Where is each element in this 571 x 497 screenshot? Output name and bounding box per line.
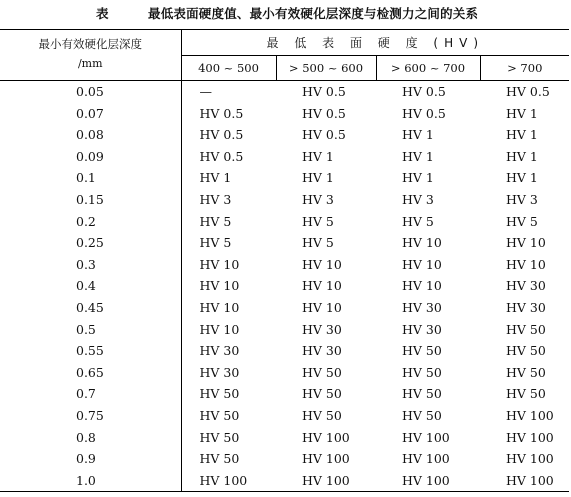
table-row (0, 211, 569, 233)
hardness-cell: HV 0.5 (199, 148, 244, 164)
hardness-cell: HV 10 (302, 256, 342, 272)
table-row (0, 81, 569, 103)
hardness-cell: HV 50 (402, 364, 442, 380)
depth-cell: 0.8 (0, 427, 181, 449)
caption-title: 最低表面硬度值、最小有效硬化层深度与检测力之间的关系 (148, 6, 479, 21)
hardness-cell: HV 1 (506, 105, 538, 121)
hardness-cell: HV 0.5 (302, 105, 346, 121)
hardness-cell: HV 1 (402, 170, 434, 186)
hardness-cell: HV 1 (506, 148, 538, 164)
range-header: > 500 ~ 600 (276, 56, 376, 81)
hardness-cell: HV 0.5 (199, 105, 244, 121)
table-row (0, 254, 569, 276)
hardness-cell: HV 5 (199, 213, 232, 229)
hardness-cell: HV 1 (506, 127, 538, 143)
table-row (0, 427, 569, 449)
hardness-cell: HV 5 (199, 235, 232, 251)
hardness-cell: HV 100 (506, 407, 554, 423)
hardness-cell: HV 3 (506, 191, 538, 207)
depth-cell: 0.1 (0, 167, 181, 189)
hardness-cell: HV 50 (402, 343, 442, 359)
hardness-cell: HV 30 (302, 343, 342, 359)
hardness-cell: HV 10 (199, 278, 240, 294)
hardness-cell: HV 100 (402, 429, 450, 445)
hardness-cell: HV 5 (302, 235, 334, 251)
hardness-cell: HV 1 (402, 148, 434, 164)
depth-header-label: 最小有效硬化层深度 (38, 37, 142, 51)
hardness-cell: HV 50 (199, 451, 240, 467)
hardness-cell: HV 5 (506, 213, 538, 229)
range-header: > 600 ~ 700 (376, 56, 480, 81)
hardness-cell: HV 0.5 (506, 84, 550, 99)
depth-cell: 0.05 (0, 81, 181, 103)
depth-cell: 0.45 (0, 297, 181, 319)
hardness-cell: HV 50 (199, 386, 240, 402)
hardness-cell: HV 10 (199, 299, 240, 315)
table-header (0, 30, 569, 81)
hardness-cell: HV 50 (402, 407, 442, 423)
hardness-cell: HV 100 (302, 429, 350, 445)
hardness-cell: HV 30 (199, 364, 240, 380)
depth-cell: 0.15 (0, 189, 181, 211)
depth-cell: 0.07 (0, 103, 181, 125)
hardness-cell: HV 3 (302, 191, 334, 207)
hardness-cell: HV 30 (506, 278, 546, 294)
hardness-cell: HV 100 (402, 451, 450, 467)
depth-column-header (0, 30, 181, 81)
table-row (0, 405, 569, 427)
hardness-cell: HV 30 (199, 343, 240, 359)
caption-prefix: 表 (96, 6, 109, 21)
hardness-cell: HV 50 (302, 386, 342, 402)
hardness-cell: HV 0.5 (402, 105, 446, 121)
depth-cell: 0.9 (0, 448, 181, 470)
table-row (0, 189, 569, 211)
table-row (0, 232, 569, 254)
depth-cell: 0.5 (0, 319, 181, 341)
hardness-cell: HV 1 (302, 170, 334, 186)
depth-cell: 0.55 (0, 340, 181, 362)
hardness-cell: HV 100 (506, 472, 554, 488)
depth-header-unit: /mm (77, 57, 103, 70)
hardness-cell: HV 10 (506, 235, 546, 251)
table-row (0, 275, 569, 297)
hardness-cell: HV 30 (402, 299, 442, 315)
hardness-cell: HV 10 (302, 278, 342, 294)
hardness-cell: HV 50 (506, 386, 546, 402)
hardness-cell: HV 100 (199, 472, 248, 488)
hardness-cell: HV 10 (402, 278, 442, 294)
depth-cell: 0.65 (0, 362, 181, 384)
depth-cell: 0.2 (0, 211, 181, 233)
hardness-cell: HV 50 (199, 407, 240, 423)
depth-cell: 0.08 (0, 124, 181, 146)
hardness-cell: HV 50 (302, 364, 342, 380)
hardness-cell: HV 10 (506, 256, 546, 272)
hardness-cell: HV 100 (402, 472, 450, 488)
hardness-cell: HV 5 (402, 213, 434, 229)
table-row (0, 383, 569, 405)
depth-cell: 0.7 (0, 383, 181, 405)
depth-cell: 0.4 (0, 275, 181, 297)
hardness-cell: HV 1 (302, 148, 334, 164)
table-row (0, 448, 569, 470)
table-row (0, 124, 569, 146)
hardness-cell: HV 30 (402, 321, 442, 337)
hardness-cell: HV 0.5 (302, 127, 346, 143)
depth-cell: 0.25 (0, 232, 181, 254)
hardness-cell: HV 5 (302, 213, 334, 229)
hardness-cell: HV 1 (506, 170, 538, 186)
hardness-cell: HV 10 (199, 321, 240, 337)
table-row (0, 297, 569, 319)
hardness-cell: HV 1 (402, 127, 434, 143)
range-header: > 700 (480, 56, 569, 81)
hardness-cell: HV 50 (506, 364, 546, 380)
hardness-cell: HV 100 (302, 472, 350, 488)
hardness-cell: HV 100 (506, 429, 554, 445)
hardness-cell: HV 50 (506, 343, 546, 359)
depth-cell: 1.0 (0, 470, 181, 492)
hardness-cell: HV 10 (302, 299, 342, 315)
hardness-cell: HV 50 (302, 407, 342, 423)
hardness-cell: HV 3 (402, 191, 434, 207)
depth-cell: 0.75 (0, 405, 181, 427)
hardness-table (0, 29, 569, 492)
table-row (0, 146, 569, 168)
hardness-cell: HV 0.5 (199, 127, 244, 143)
hardness-cell: HV 10 (199, 256, 240, 272)
hardness-cell: — (199, 84, 212, 99)
table-caption (0, 2, 571, 26)
table-row (0, 103, 569, 125)
hardness-cell: HV 0.5 (302, 84, 346, 99)
hardness-cell: HV 3 (199, 191, 232, 207)
hardness-cell: HV 30 (506, 299, 546, 315)
table-row (0, 319, 569, 341)
hardness-cell: HV 10 (402, 256, 442, 272)
hardness-cell: HV 10 (402, 235, 442, 251)
depth-cell: 0.09 (0, 146, 181, 168)
hardness-cell: HV 50 (402, 386, 442, 402)
table-row (0, 470, 569, 492)
table-row (0, 340, 569, 362)
hardness-group-header: 最 低 表 面 硬 度 (HV) (181, 30, 569, 56)
hardness-cell: HV 100 (506, 451, 554, 467)
hardness-cell: HV 50 (199, 429, 240, 445)
hardness-cell: HV 30 (302, 321, 342, 337)
table-row (0, 362, 569, 384)
table-row (0, 167, 569, 189)
depth-cell: 0.3 (0, 254, 181, 276)
hardness-cell: HV 0.5 (402, 84, 446, 99)
hardness-cell: HV 100 (302, 451, 350, 467)
hardness-cell: HV 1 (199, 170, 232, 186)
hardness-cell: HV 50 (506, 321, 546, 337)
range-header: 400 ~ 500 (181, 56, 276, 81)
table-body (0, 81, 569, 492)
